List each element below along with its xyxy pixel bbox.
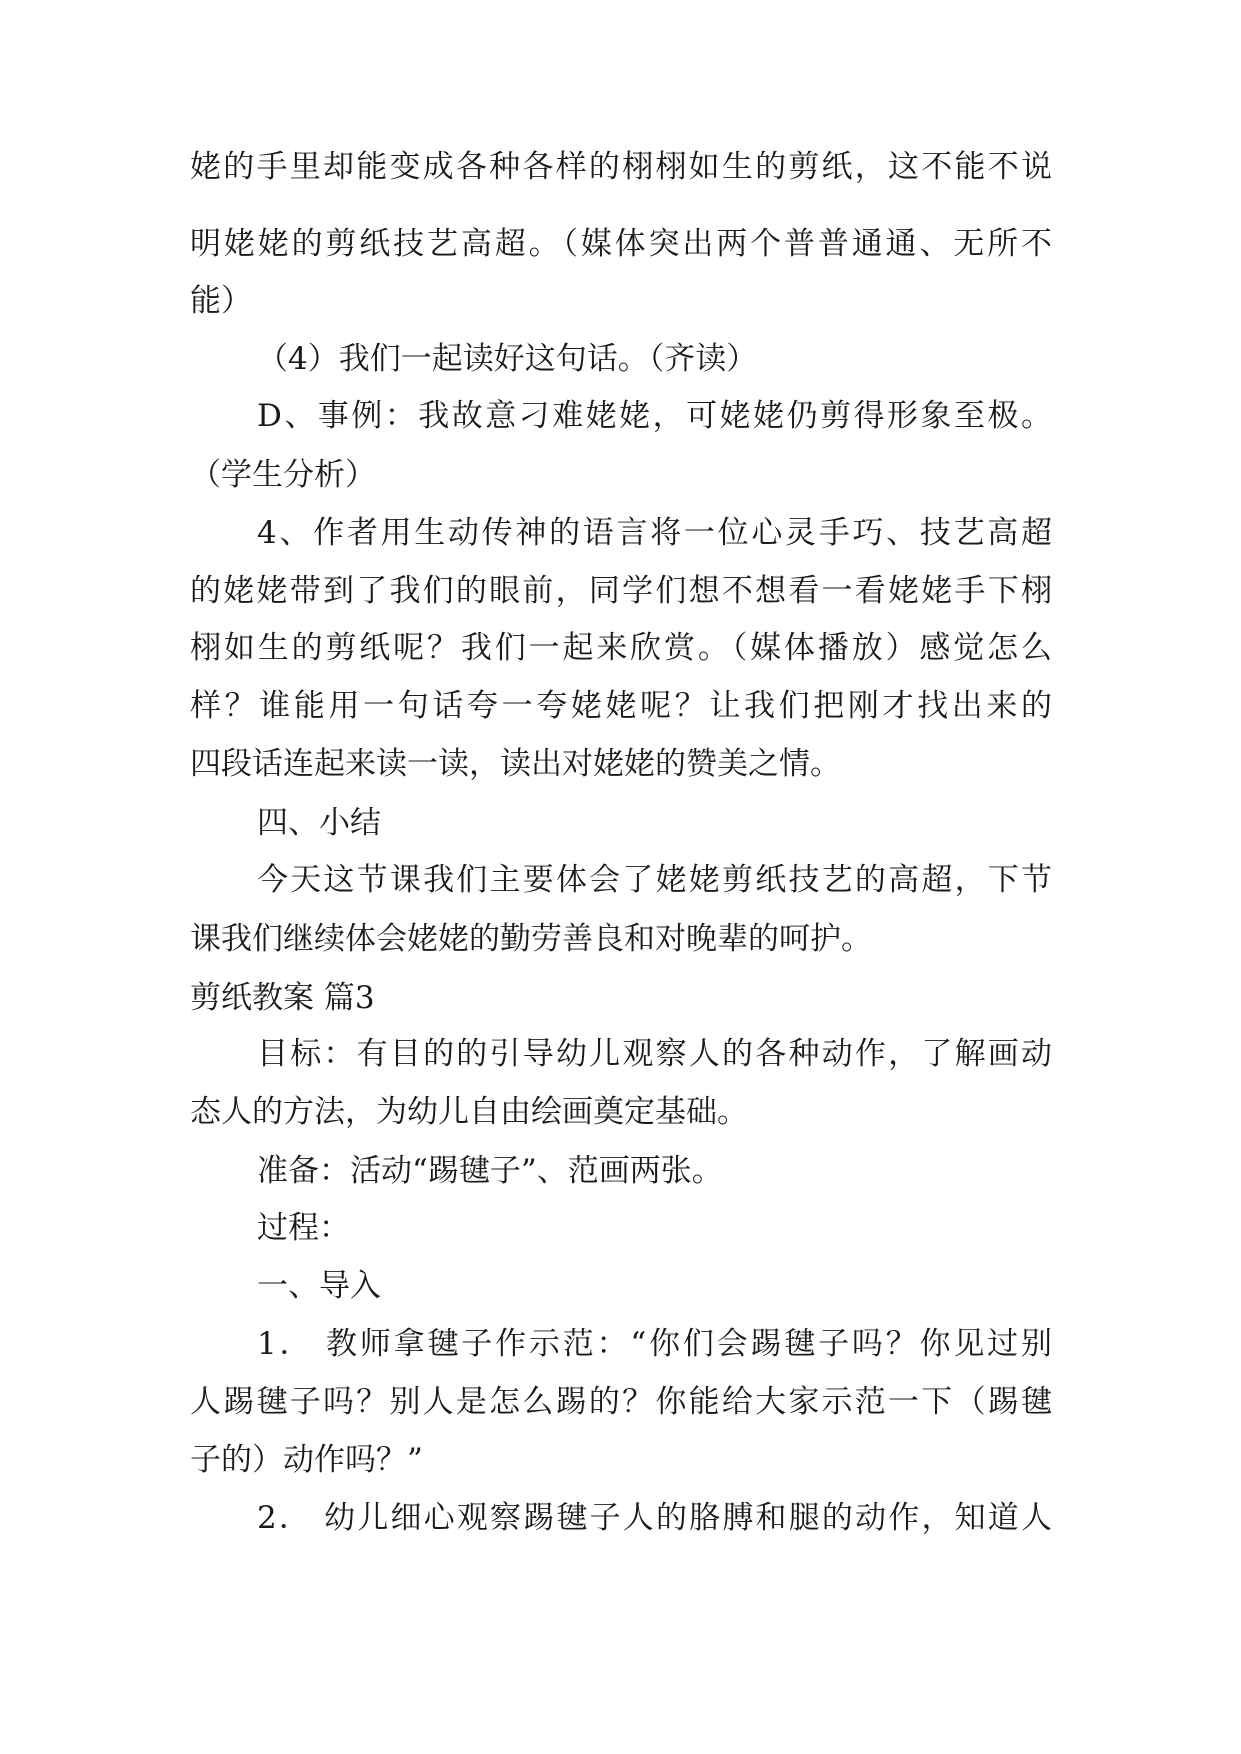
text-line: 2． 幼儿细心观察踢毽子人的胳膊和腿的动作，知道人 — [257, 1500, 1052, 1536]
text-line: 课我们继续体会姥姥的勤劳善良和对晚辈的呵护。 — [190, 921, 872, 957]
text-line: 栩如生的剪纸呢？我们一起来欣赏。（媒体播放）感觉怎么 — [190, 630, 1052, 666]
text-line: 今天这节课我们主要体会了姥姥剪纸技艺的高超，下节 — [257, 862, 1052, 898]
text-line: （学生分析） — [190, 457, 376, 493]
section-heading: 过程： — [257, 1210, 350, 1246]
text-line: 1． 教师拿毽子作示范：“你们会踢毽子吗？你见过别 — [257, 1326, 1052, 1362]
text-line: 态人的方法，为幼儿自由绘画奠定基础。 — [190, 1094, 748, 1130]
text-line: 四段话连起来读一读，读出对姥姥的赞美之情。 — [190, 746, 841, 782]
section-heading: 四、小结 — [257, 805, 381, 841]
text-line: 准备：活动“踢毽子”、范画两张。 — [257, 1153, 723, 1189]
text-line: 能） — [190, 283, 252, 319]
text-line: 人踢毽子吗？别人是怎么踢的？你能给大家示范一下（踢毽 — [190, 1384, 1052, 1420]
text-line: D、事例：我故意刁难姥姥，可姥姥仍剪得形象至极。 — [257, 398, 1052, 434]
text-line: 样？谁能用一句话夸一夸姥姥呢？让我们把刚才找出来的 — [190, 688, 1052, 724]
text-line: 目标：有目的的引导幼儿观察人的各种动作，了解画动 — [257, 1036, 1052, 1072]
text-line: 的姥姥带到了我们的眼前，同学们想不想看一看姥姥手下栩 — [190, 573, 1052, 609]
text-line: 明姥姥的剪纸技艺高超。（媒体突出两个普普通通、无所不 — [190, 226, 1052, 262]
text-line: 4、作者用生动传神的语言将一位心灵手巧、技艺高超 — [257, 515, 1052, 551]
text-line: 姥的手里却能变成各种各样的栩栩如生的剪纸，这不能不说 — [190, 149, 1052, 185]
article-title: 剪纸教案 篇3 — [190, 980, 375, 1016]
text-line: （4）我们一起读好这句话。（齐读） — [257, 341, 758, 377]
section-heading: 一、导入 — [257, 1268, 381, 1304]
text-line: 子的）动作吗？” — [190, 1442, 423, 1478]
